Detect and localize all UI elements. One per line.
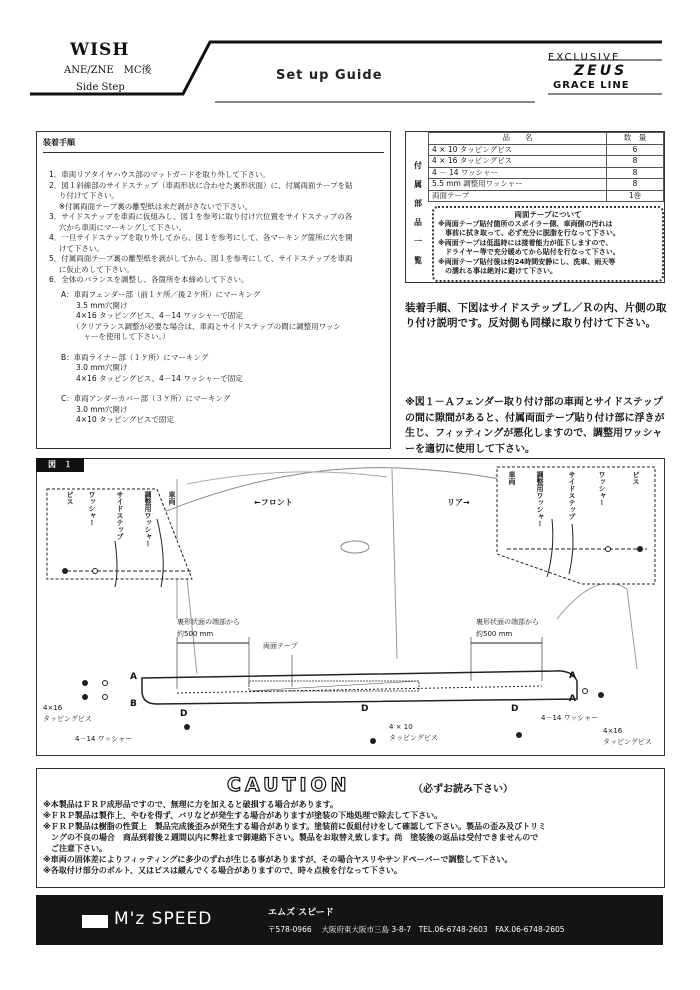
procedure-sub-step: 4×10 タッピングビスで固定 bbox=[61, 415, 174, 424]
right-label-2: サイドステップ bbox=[568, 471, 576, 520]
caution-item: ※各取付け部分のボルト、又はビスは緩んでくる場合がありますので、時々点検を行なって下さい。 bbox=[43, 866, 402, 875]
procedure-step: に仮止めして下さい。 bbox=[49, 264, 134, 274]
right-label-4: ビス bbox=[632, 471, 640, 485]
mark-d-2: D bbox=[361, 704, 369, 714]
caution-items bbox=[43, 799, 658, 876]
screw-4x10-label: 4 × 10 bbox=[389, 723, 413, 731]
rear-arrow-label: リア→ bbox=[447, 498, 470, 507]
parts-row bbox=[429, 167, 664, 179]
procedure-sub-step: 3.0 mm穴開け bbox=[61, 404, 128, 414]
procedure-sub-step: A：車両フェンダー部（前１ケ所／後２ケ所）にマーキング bbox=[61, 290, 261, 299]
tape-note: の濡れる事は絶対に避けて下さい。 bbox=[438, 267, 557, 275]
parts-row-qty: 1巻 bbox=[607, 190, 664, 202]
procedure-box bbox=[36, 131, 391, 449]
parts-row bbox=[429, 144, 664, 156]
parts-row-name: 両面テープ bbox=[429, 190, 607, 202]
caution-subtitle: （必ずお読み下さい） bbox=[413, 784, 513, 795]
procedure-step: 1．車両リアタイヤハウス部のマットガードを取り外して下さい。 bbox=[49, 170, 270, 179]
dim-right-text: 裏形状面の端部から bbox=[476, 618, 539, 626]
dim-right-value: 約500 mm bbox=[476, 630, 513, 638]
parts-row-qty: 8 bbox=[607, 156, 664, 168]
company-address: 〒578-0966 大阪府東大阪市三島 3-8-7 TEL.06-6748-2603 FAX.06-6748-2605 bbox=[268, 925, 565, 934]
caution-item: ※本製品はＦＲＰ成形品ですので、無理に力を加えると破損する場合があります。 bbox=[43, 800, 338, 809]
left-label-3: 調整用ワッシャー bbox=[144, 491, 152, 547]
mark-a-right-2: A bbox=[569, 694, 576, 704]
brand-zeus: ZEUS bbox=[574, 63, 628, 79]
procedure-sub-steps bbox=[61, 290, 381, 426]
parts-label bbox=[408, 156, 428, 270]
procedure-divider bbox=[43, 152, 384, 153]
model-name: WISH bbox=[70, 40, 130, 60]
brand-exclusive: EXCLUSIVE bbox=[548, 52, 621, 63]
mark-a-left: A bbox=[130, 672, 137, 682]
mark-d-1: D bbox=[180, 709, 188, 719]
parts-row bbox=[429, 179, 664, 191]
dim-left-text: 裏形状面の端部から bbox=[177, 618, 240, 626]
figure-1 bbox=[36, 458, 665, 756]
parts-row-qty: 8 bbox=[607, 167, 664, 179]
caution-item: ※ＦＲＰ製品は製作上、やむを得ず、バリなどが発生する場合がありますが塗装の下地処理で除去して下さい。 bbox=[43, 811, 443, 820]
screw-4x10-type: タッピングビス bbox=[389, 734, 438, 742]
procedure-sub-step: 4×16 タッピングビス、4－14 ワッシャーで固定 bbox=[61, 373, 243, 383]
screw-4x16-label: 4×16 bbox=[43, 704, 63, 712]
screw-4x16-right-type: タッピングビス bbox=[603, 738, 652, 746]
caution-item: ※ＦＲＰ製品は樹脂の性質上 製品完成後歪みが発生する場合があります。塗装前に仮組付けをして確認して下さい。製品の歪み及びトリミ bbox=[43, 822, 547, 831]
parts-label-char: 覧 bbox=[414, 256, 422, 265]
left-label-1: ワッシャー bbox=[88, 491, 96, 526]
right-label-1: 調整用ワッシャー bbox=[536, 471, 544, 527]
brand-grace-line: GRACE LINE bbox=[553, 80, 630, 91]
tape-note: 事前に拭き取って、必ず充分に脱脂を行なって下さい。 bbox=[438, 229, 620, 237]
tape-note: ※両面テープ貼付後は約24時間安静にし、洗車、雨天等 bbox=[438, 257, 616, 266]
right-label-0: 車両 bbox=[508, 471, 516, 485]
screw-4x16-right-label: 4×16 bbox=[603, 727, 623, 735]
procedure-title: 装着手順 bbox=[43, 138, 75, 147]
procedure-sub-step: 3.0 mm穴開け bbox=[61, 363, 128, 372]
procedure-note: 装着手順、下図はサイドステップＬ／Ｒの内、片側の取り付け説明です。反対側も同様に取り付けて下さい。 bbox=[405, 302, 667, 329]
procedure-sub-step: 4×16 タッピングビス、4－14 ワッシャーで固定 bbox=[61, 311, 243, 320]
tape-note: ドライヤー等で充分暖めてから貼付を行なって下さい。 bbox=[438, 248, 620, 256]
left-label-0: ビス bbox=[66, 491, 74, 505]
caution-box bbox=[36, 768, 665, 888]
tape-notes bbox=[434, 220, 662, 277]
tape-notes-title: 両面テープについて bbox=[514, 210, 582, 219]
parts-row bbox=[429, 156, 664, 168]
company-name: エムズ スピード bbox=[268, 908, 334, 918]
parts-row-name: 4 × 10 タッピングビス bbox=[429, 144, 607, 156]
parts-list bbox=[405, 131, 665, 283]
procedure-step: 穴から車両にマーキングして下さい。 bbox=[49, 222, 187, 232]
procedure-sub-step: ャーを使用して下さい。） bbox=[61, 332, 170, 341]
left-label-2: サイドステップ bbox=[116, 491, 124, 540]
mark-a-right-1: A bbox=[569, 671, 576, 681]
procedure-sub-step: B：車両ライナー部（１ケ所）にマーキング bbox=[61, 352, 209, 362]
caution-item: ングの不良の場合 商品到着後２週間以内に弊社まで御連絡下さい。製品をお取替え致します。尚 塗装後の返品は受付できませんので bbox=[43, 833, 539, 842]
logo-bar bbox=[82, 915, 108, 928]
figure-tab: 図 １ bbox=[36, 458, 84, 472]
parts-row-qty: 8 bbox=[607, 179, 664, 191]
parts-label-char: 品 bbox=[414, 218, 422, 227]
procedure-steps bbox=[49, 170, 384, 286]
parts-label-char: 一 bbox=[414, 237, 422, 246]
procedure-step: り付けて下さい。 bbox=[49, 191, 119, 200]
procedure-step: 4．一旦サイドステップを取り外してから、図１を参考にして、各マーキング箇所に穴を開 bbox=[49, 233, 353, 242]
model-code: ANE/ZNE MC後 bbox=[64, 65, 152, 76]
procedure-sub-step: 3.5 mm穴開け bbox=[61, 300, 128, 310]
washer-left-label: 4－14 ワッシャー bbox=[75, 735, 133, 743]
screw-4x16-type: タッピングビス bbox=[43, 715, 92, 723]
procedure-step: 3．サイドステップを車両に仮組みし、図１を参考に取り付け穴位置をサイドステップの各 bbox=[49, 212, 353, 221]
parts-label-char: 付 bbox=[414, 161, 422, 170]
mark-d-3: D bbox=[511, 704, 519, 714]
caution-item: ※車両の固体差によりフィッティングに多少のずれが生じる事がありますが、その場合ヤスリやサンドペーパーで調整して下さい。 bbox=[43, 855, 513, 864]
parts-row-name: 4 － 14 ワッシャー bbox=[429, 167, 607, 179]
tape-note: ※両面テープは低温時には接着能力が低下しますので、 bbox=[438, 238, 613, 247]
parts-label-char: 属 bbox=[414, 180, 422, 189]
caution-item: ご注意下さい。 bbox=[43, 844, 107, 853]
caution-title: CAUTION bbox=[227, 774, 351, 796]
procedure-step: ※付属両面テープ裏の離型紙は未だ剥がさないで下さい。 bbox=[49, 201, 253, 211]
procedure-sub-step: （クリアランス調整が必要な場合は、車両とサイドステップの間に調整用ワッシ bbox=[61, 321, 341, 331]
company-logo: M'z SPEED bbox=[114, 909, 213, 929]
washer-right-label: 4－14 ワッシャー bbox=[541, 714, 599, 722]
parts-row-qty: 6 bbox=[607, 144, 664, 156]
mark-b: B bbox=[130, 699, 137, 709]
washer-note: ※図１－Ａフェンダー取り付け部の車両とサイドステップの間に隙間があると、付属両面テープ貼り付け部に浮きが生じ、フィッティングが悪化しますので、調整用ワッシャーを適切に使用して下さい。 bbox=[405, 397, 665, 455]
procedure-step: 6．全体のバランスを調整し、各箇所を本締めして下さい。 bbox=[49, 275, 249, 284]
procedure-step: 5．付属両面テープ裏の離型紙を剥がしてから、図１を参考にして、サイドステップを車両 bbox=[49, 254, 353, 263]
parts-row-name: 5.5 mm 調整用ワッシャー bbox=[429, 179, 607, 191]
procedure-sub-step bbox=[61, 384, 381, 394]
procedure-sub-step: C：車両アンダーカバー部（３ケ所）にマーキング bbox=[61, 394, 231, 403]
tape-note: ※両面テープ貼付箇所のスポイラー側、車両側の汚れは bbox=[438, 219, 613, 228]
dim-left-value: 約500 mm bbox=[177, 630, 214, 638]
right-label-3: ワッシャー bbox=[598, 471, 606, 506]
parts-row-name: 4 × 16 タッピングビス bbox=[429, 156, 607, 168]
parts-header-name: 品 名 bbox=[429, 133, 607, 145]
tape-notes-box bbox=[432, 206, 664, 282]
parts-header-qty: 数 量 bbox=[607, 133, 664, 145]
footer bbox=[36, 895, 663, 945]
part-name: Side Step bbox=[76, 82, 125, 93]
tape-label: 両面テープ bbox=[263, 642, 298, 650]
parts-label-char: 部 bbox=[414, 199, 422, 208]
procedure-step: 2．図１斜線部のサイドステップ（車両形状に合わせた裏形状面）に、付属両面テープを貼 bbox=[49, 180, 353, 190]
parts-row bbox=[429, 190, 664, 202]
left-label-4: 車両 bbox=[168, 491, 176, 505]
procedure-sub-step bbox=[61, 343, 381, 353]
front-arrow-label: ←フロント bbox=[254, 498, 293, 507]
procedure-step: けて下さい。 bbox=[49, 243, 104, 253]
guide-title: Set up Guide bbox=[276, 68, 383, 83]
